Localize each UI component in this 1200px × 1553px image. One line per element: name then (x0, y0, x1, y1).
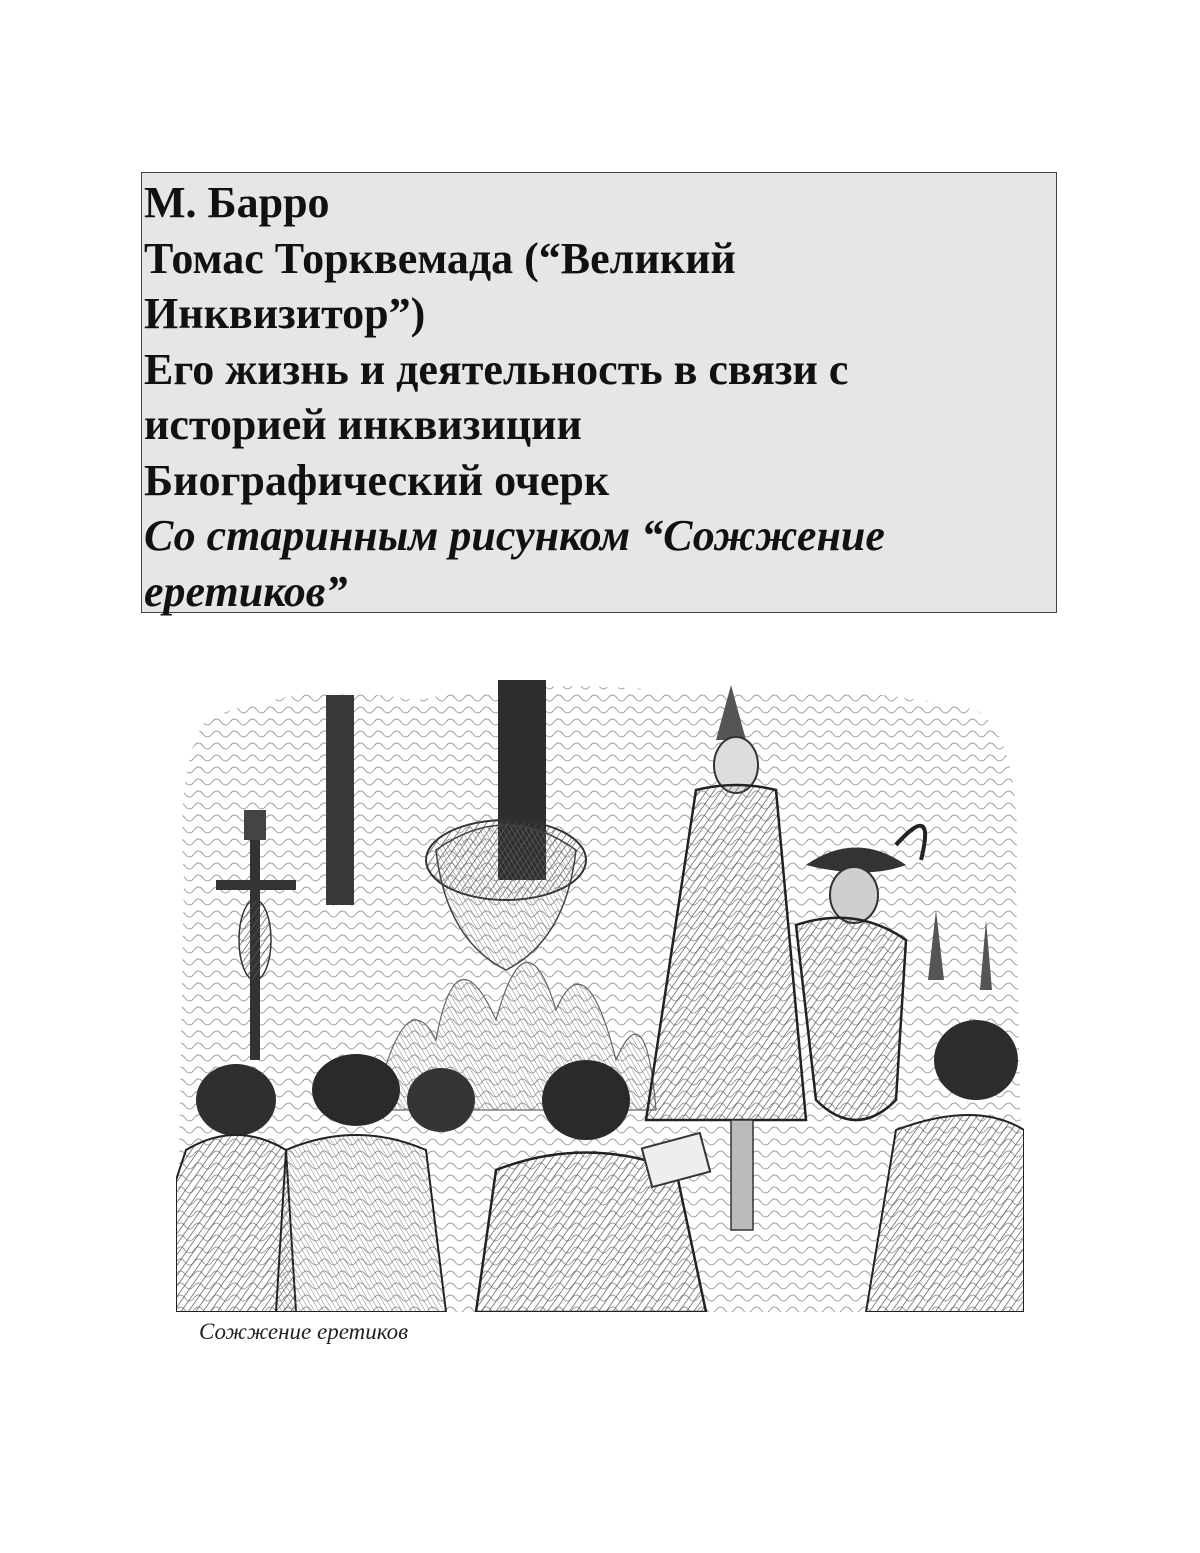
author-name: М. Барро (144, 178, 330, 227)
stake-left (326, 695, 354, 905)
book-title-line-2: Инквизитор”) (144, 289, 426, 338)
book-title-line-1: Томас Торквемада (“Великий (144, 233, 736, 283)
title-block (141, 172, 1057, 616)
illustration-note-line-1: Со старинным рисунком “Сожжение (144, 511, 885, 560)
book-subtitle-line-2: историей инквизиции (144, 400, 582, 449)
illustration-caption: Сожжение еретиков (199, 1319, 409, 1344)
illustration-note-line-2: еретиков” (144, 566, 348, 616)
heretics-burning-engraving (176, 680, 1024, 1312)
book-genre: Биографический очерк (144, 455, 610, 505)
book-subtitle-line-1: Его жизнь и деятельность в связи с (144, 344, 849, 394)
